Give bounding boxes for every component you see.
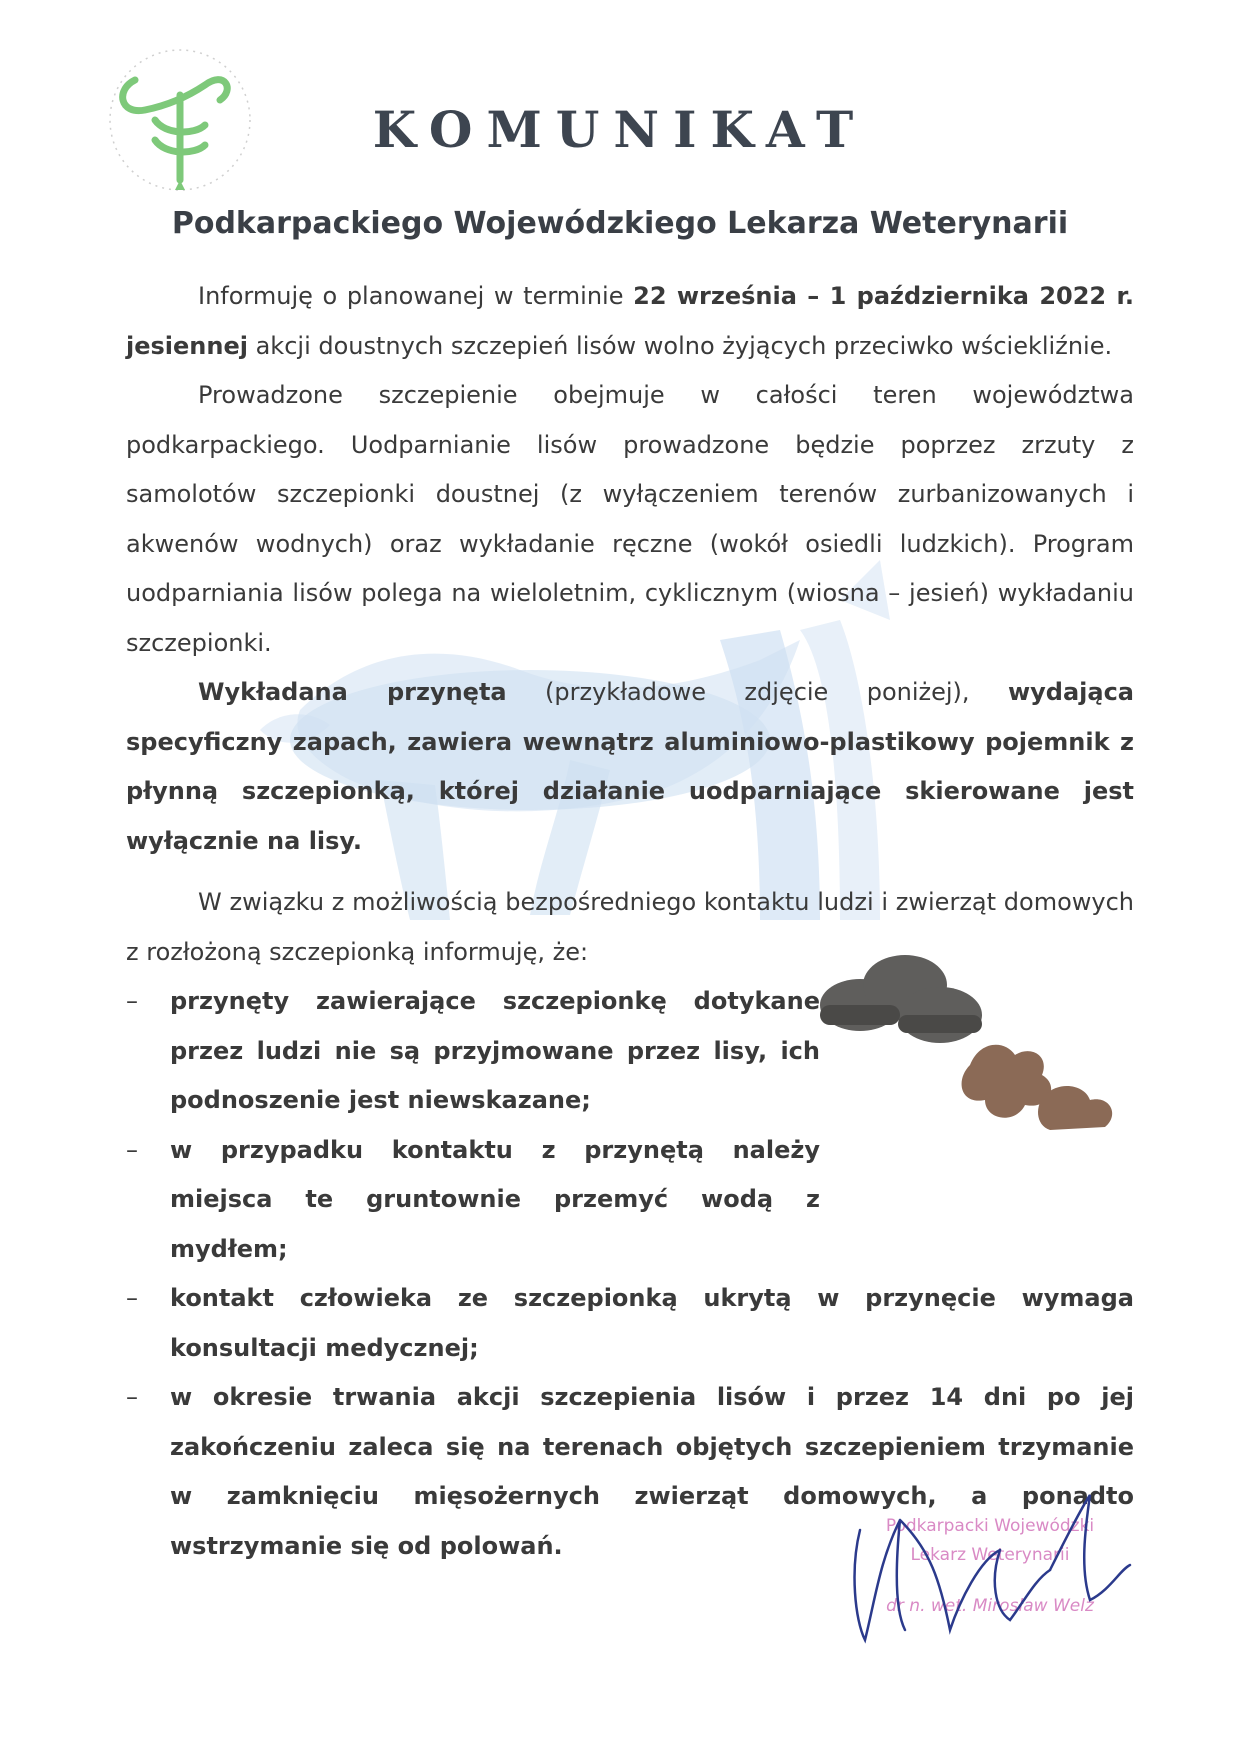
intro-paragraph: Informuję o planowanej w terminie 22 września – 1 października 2022 r. jesiennej akcji doustnych szczepień lisów wolno żyjących przeciwko wściekliźnie. — [126, 282, 1134, 360]
vaccine-bait-photo-icon — [820, 945, 1140, 1135]
bait-paragraph: Wykładana przynęta (przykładowe zdjęcie poniżej), wydająca specyficzny zapach, zawiera wewnątrz aluminiowo-plastikowy pojemnik z płynną szczepionką, której działanie uodparniające skierowane jest wyłącznie na lisy. — [126, 678, 1134, 855]
contact-paragraph: W związku z możliwością bezpośredniego kontaktu ludzi i zwierząt domowych z rozłożoną szczepionką informuję, że: — [126, 888, 1134, 966]
handwritten-signature-icon — [840, 1490, 1140, 1650]
campaign-dates: 22 września – 1 października 2022 r. — [633, 282, 1134, 310]
list-item: – w okresie trwania akcji szczepienia lisów i przez 14 dni po jej zakończeniu zaleca się na terenach objętych szczepieniem trzymanie w zamknięciu mięsożernych zwierząt domowych, a ponadto wstrzymanie się od polowań. — [126, 1373, 1134, 1571]
page-subtitle: Podkarpackiego Wojewódzkiego Lekarza Weterynarii — [171, 206, 1069, 241]
vaccination-paragraph: Prowadzone szczepienie obejmuje w całości teren województwa podkarpackiego. Uodparnianie lisów prowadzone będzie poprzez zrzuty z samolotów szczepionki doustnej (z wyłączeniem terenów zurbanizowanych i akwenów wodnych) oraz wykładanie ręczne (wokół osiedli ludzkich). Program uodparniania lisów polega na wieloletnim, cyklicznym (wiosna – jesień) wykładaniu szczepionki. — [126, 381, 1134, 657]
official-stamp: Podkarpacki Wojewódzki Lekarz Weterynarii dr n. wet. Mirosław Welz — [885, 1516, 1095, 1616]
autumn-label: jesiennej — [126, 331, 248, 360]
list-item: – kontakt człowieka ze szczepionką ukrytą w przynęcie wymaga konsultacji medycznej; — [126, 1274, 1134, 1373]
list-item: – w przypadku kontaktu z przynętą należy miejsca te gruntownie przemyć wodą z mydłem; — [126, 1126, 820, 1275]
list-item: – przynęty zawierające szczepionkę dotykane przez ludzi nie są przyjmowane przez lisy, ich podnoszenie jest niewskazane; — [126, 977, 820, 1126]
page-title: KOMUNIKAT — [372, 100, 868, 159]
document-body — [126, 272, 1134, 1571]
